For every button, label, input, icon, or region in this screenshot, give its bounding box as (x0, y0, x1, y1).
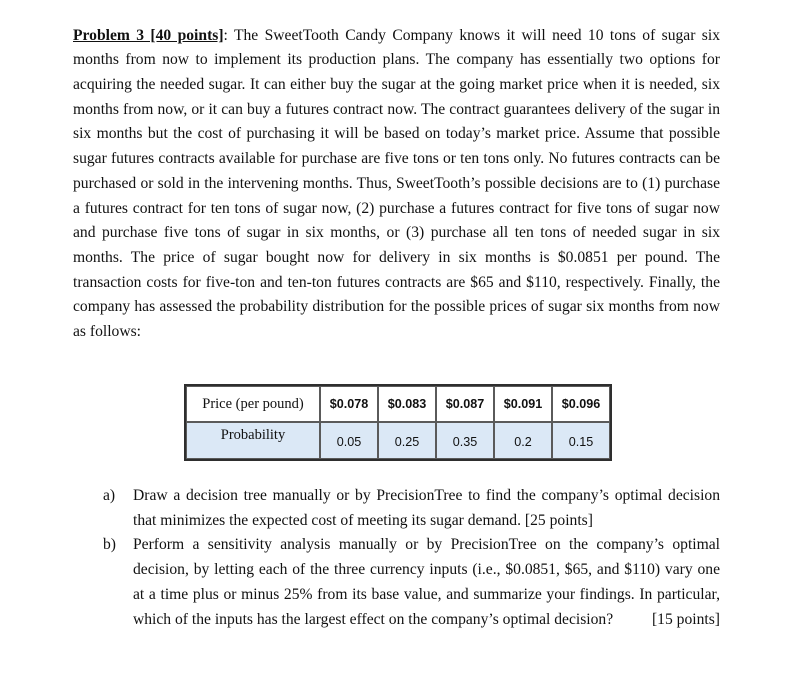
price-cell: $0.091 (494, 386, 552, 422)
question-a (103, 484, 720, 533)
question-a-points: [25 points] (524, 511, 593, 529)
question-b-marker: b) (103, 536, 116, 554)
price-cell: $0.078 (320, 386, 378, 422)
price-row-label: Price (per pound) (186, 386, 320, 422)
probability-cell: 0.05 (320, 422, 378, 459)
question-b (103, 533, 720, 632)
price-row (186, 386, 610, 422)
problem-intro-text: The SweetTooth Candy Company knows it will need 10 tons of sugar six months from now to implement its production plans. The company has essentially two options for acquiring the needed sugar. It can either buy the sugar at the going market price when it is needed, six months from now, or it can buy a futures contract now. The contract guarantees delivery of the sugar in six months but the cost of purchasing it will be based on today’s market price. Assume that possible sugar futures contracts available for purchase are five tons or ten tons only. No futures contracts can be purchased or sold in the intervening months. Thus, SweetTooth’s possible decisions are to (1) purchase a futures contract for ten tons of sugar now, (2) purchase a futures contract for five tons of sugar now and purchase five tons of sugar in six months, or (3) purchase all ten tons of needed sugar in six months. The price of sugar bought now for delivery in six months is $0.0851 per pound. The transaction costs for five-ton and ten-ton futures contracts are $65 and $110, respectively. Finally, the company has assessed the probability distribution for the possible prices of sugar six months from now as follows: (73, 26, 720, 341)
probability-cell: 0.25 (378, 422, 436, 459)
probability-cell: 0.35 (436, 422, 494, 459)
question-a-marker: a) (103, 487, 116, 504)
price-cell: $0.096 (552, 386, 610, 422)
question-a-text: Draw a decision tree manually or by PrecisionTree to find the company’s optimal decision that minimizes the expected cost of meeting its sugar demand. (133, 487, 720, 529)
question-b-points: [15 points] (651, 610, 720, 628)
problem-statement (73, 24, 720, 345)
problem-heading-colon: : (223, 26, 228, 44)
probability-row-label: Probability (186, 422, 320, 459)
problem-heading: Problem 3 [40 points] (73, 26, 224, 44)
probability-row (186, 422, 610, 459)
probability-cell: 0.2 (494, 422, 552, 459)
probability-cell: 0.15 (552, 422, 610, 459)
question-b-text: Perform a sensitivity analysis manually or by PrecisionTree on the company’s optimal decision, by letting each of the three currency inputs (i.e., $0.0851, $65, and $110) vary one at a time plus or minus 25% from its base value, and summarize your findings. In particular, which of the inputs has the largest effect on the company’s optimal decision? (133, 536, 720, 628)
price-probability-table (184, 384, 612, 461)
price-cell: $0.087 (436, 386, 494, 422)
price-cell: $0.083 (378, 386, 436, 422)
question-list (103, 484, 720, 632)
